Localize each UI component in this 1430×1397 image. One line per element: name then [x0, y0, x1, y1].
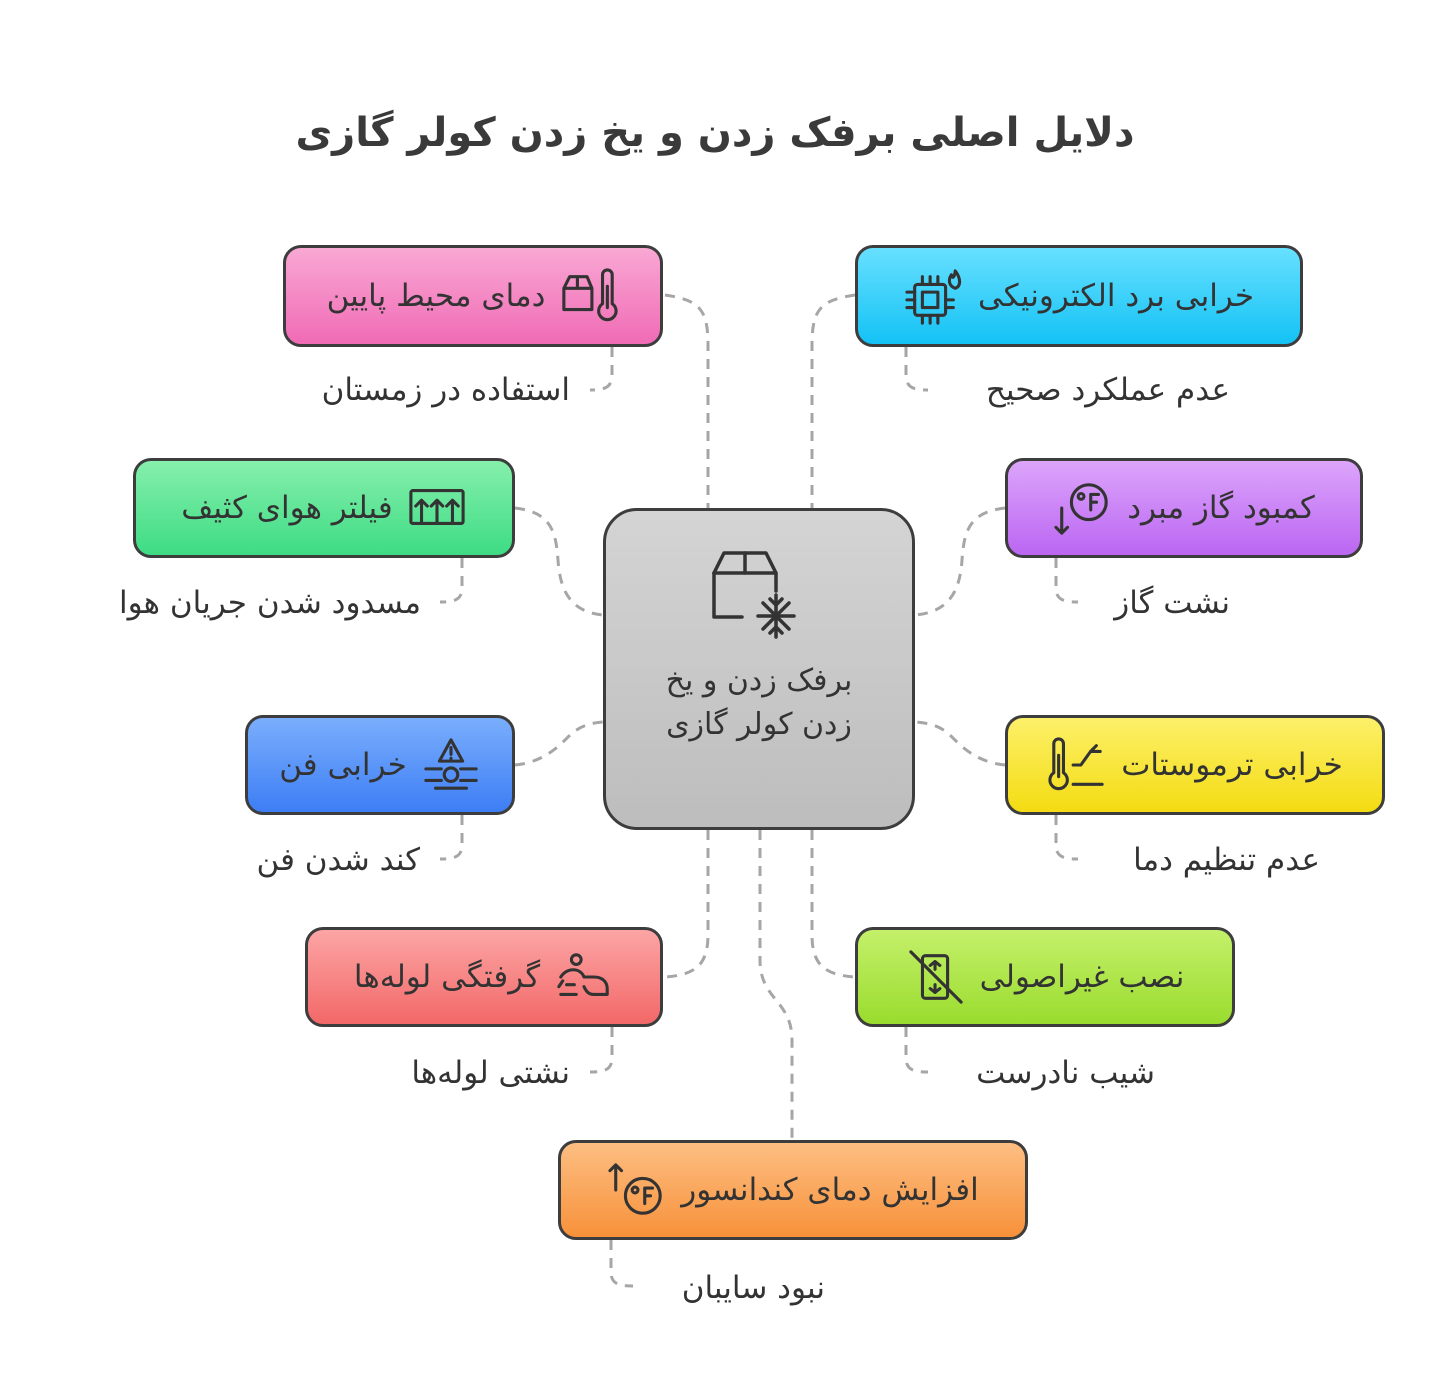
- connector-fan-failure: [515, 722, 603, 765]
- cause-low-refrigerant: [1005, 458, 1363, 558]
- cause-board-failure-label: خرابی برد الکترونیکی: [977, 278, 1255, 314]
- cause-pipe-clog-label: گرفتگی لوله‌ها: [353, 959, 541, 995]
- temperature-down-icon: [1053, 478, 1113, 538]
- cause-board-failure-detail: عدم عملکرد صحیح: [985, 372, 1230, 408]
- connector-sub-refrigerant: [1056, 558, 1078, 602]
- connector-sub-board: [906, 347, 928, 390]
- cause-low-refrigerant-detail: نشت گاز: [1114, 585, 1230, 621]
- cause-thermostat-failure: [1005, 715, 1385, 815]
- box-snowflake-icon: [704, 551, 814, 641]
- connector-thermostat-failure: [915, 722, 1005, 765]
- connector-low-ambient-temp: [665, 295, 708, 508]
- fan-warning-icon: [421, 735, 481, 795]
- connector-dirty-filter: [515, 508, 603, 615]
- connector-sub-pipe: [590, 1027, 612, 1072]
- connector-sub-low-ambient: [590, 347, 612, 390]
- connector-board-failure: [812, 295, 855, 508]
- connector-sub-install: [906, 1027, 928, 1072]
- cause-low-ambient-temp-label: دمای محیط پایین: [326, 278, 546, 314]
- connector-sub-condenser: [611, 1240, 633, 1286]
- connector-pipe-clog: [665, 830, 708, 977]
- central-problem-label: برفک زدن و یخ زدن کولر گازی: [665, 663, 853, 742]
- thermometer-box-icon: [559, 266, 619, 326]
- cause-fan-failure-label: خرابی فن: [279, 747, 407, 783]
- thermostat-icon: [1047, 735, 1107, 795]
- connector-condenser-temp: [760, 830, 792, 1140]
- cause-dirty-filter-label: فیلتر هوای کثیف: [181, 490, 393, 526]
- cause-thermostat-failure-label: خرابی ترموستات: [1121, 747, 1343, 783]
- cause-condenser-temp: [558, 1140, 1028, 1240]
- cause-low-ambient-temp-detail: استفاده در زمستان: [321, 372, 570, 408]
- air-filter-icon: [407, 478, 467, 538]
- temperature-up-icon: [607, 1160, 667, 1220]
- cause-low-ambient-temp: [283, 245, 663, 347]
- cause-low-refrigerant-label: کمبود گاز مبرد: [1127, 490, 1315, 526]
- cause-board-failure: [855, 245, 1303, 347]
- cause-pipe-clog: [305, 927, 663, 1027]
- central-problem-node: [603, 508, 915, 830]
- cause-dirty-filter: [133, 458, 515, 558]
- diagram-title: دلایل اصلی برفک زدن و یخ زدن کولر گازی: [295, 110, 1135, 156]
- connector-bad-install: [812, 830, 855, 977]
- cause-bad-install-detail: شیب نادرست: [976, 1055, 1155, 1091]
- cause-condenser-temp-label: افزایش دمای کندانسور: [681, 1172, 979, 1208]
- connector-sub-fan: [440, 815, 462, 859]
- chip-fire-icon: [904, 266, 964, 326]
- cause-fan-failure-detail: کند شدن فن: [256, 842, 420, 878]
- cause-fan-failure: [245, 715, 515, 815]
- connector-sub-filter: [440, 558, 462, 602]
- cause-thermostat-failure-detail: عدم تنظیم دما: [1133, 842, 1320, 878]
- cause-dirty-filter-detail: مسدود شدن جریان هوا: [119, 585, 421, 621]
- cause-bad-install: [855, 927, 1235, 1027]
- connector-sub-thermostat: [1056, 815, 1078, 859]
- cause-condenser-temp-detail: نبود سایبان: [681, 1270, 825, 1306]
- cause-pipe-clog-detail: نشتی لوله‌ها: [411, 1055, 570, 1091]
- cause-bad-install-label: نصب غیراصولی: [979, 959, 1185, 995]
- connector-low-refrigerant: [915, 508, 1005, 615]
- pipe-clog-icon: [554, 947, 614, 1007]
- level-off-icon: [906, 947, 966, 1007]
